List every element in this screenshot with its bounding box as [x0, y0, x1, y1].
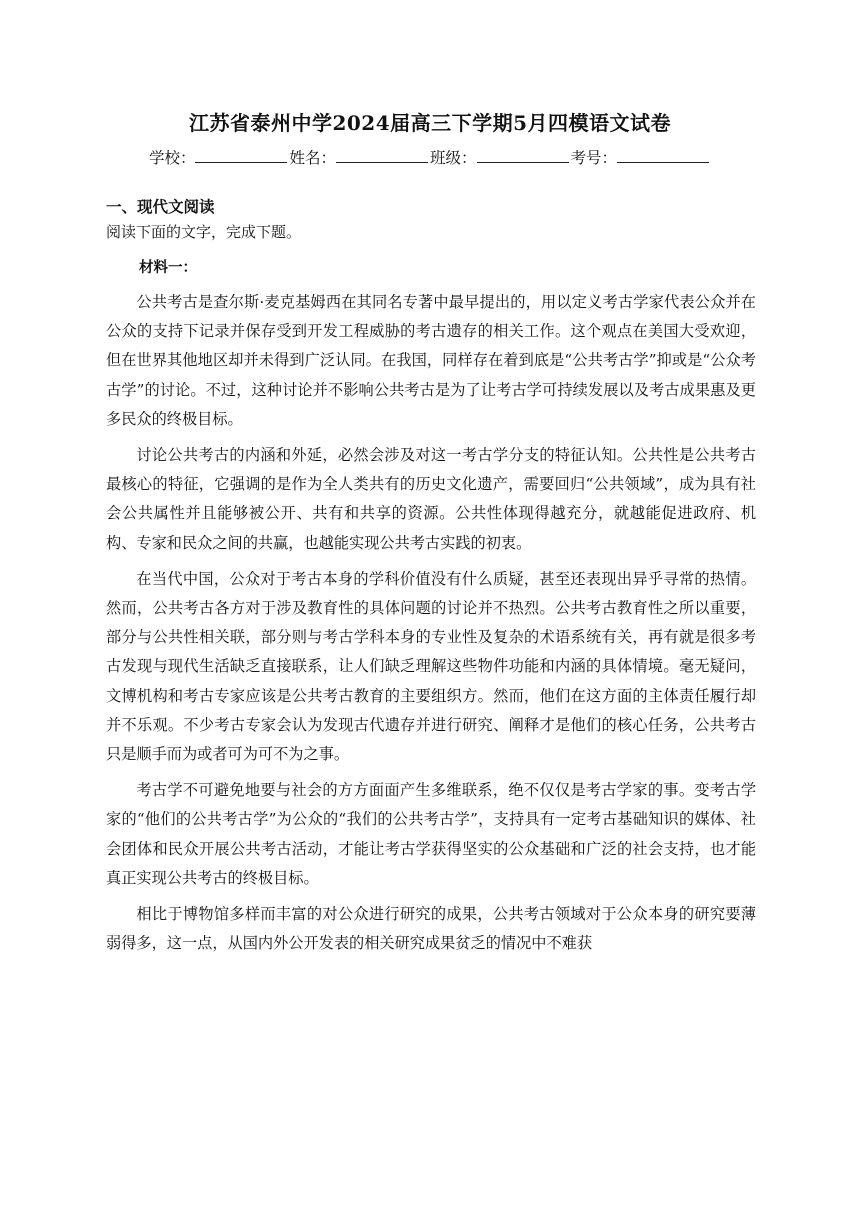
class-label: 班级：: [430, 149, 477, 167]
exam-number-label: 考号：: [570, 149, 618, 167]
exam-number-blank[interactable]: [617, 145, 709, 163]
passage-paragraph: 讨论公共考古的内涵和外延，必然会涉及对这一考古学分支的特征认知。公共性是公共考古最核心的特征，它强调的是作为全人类共有的历史文化遗产，需要回归“公共领域”，成为具有社会公共属性并且能够被公开、共有和共享的资源。公共性体现得越充分，就越能促进政府、机构、专家和民众之间的共赢，也越能实现公共考古实践的初衷。: [106, 446, 756, 552]
passage-paragraph: 公共考古是查尔斯·麦克基姆西在其同名专著中最早提出的，用以定义考古学家代表公众并在公众的支持下记录并保存受到开发工程威胁的考古遗存的相关工作。这个观点在美国大受欢迎，但在世界其他地区却并未得到广泛认同。在我国，同样存在着到底是“公共考古学”抑或是“公众考古学”的讨论。不过，这种讨论并不影响公共考古是为了让考古学可持续发展以及考古成果惠及更多民众的终极目标。: [106, 293, 756, 428]
reading-instruction: 阅读下面的文字，完成下题。: [106, 223, 302, 241]
student-info-row: [0, 145, 860, 171]
school-label: 学校：: [148, 149, 196, 167]
passage-paragraph: 相比于博物馆多样而丰富的对公众进行研究的成果，公共考古领域对于公众本身的研究要薄弱得多，这一点，从国内外公开发表的相关研究成果贫乏的情况中不难获: [106, 905, 756, 953]
passage-body: [106, 288, 756, 965]
material-label: 材料一：: [139, 260, 197, 276]
name-label: 姓名：: [289, 149, 336, 167]
school-blank[interactable]: [195, 145, 287, 163]
passage-paragraph: 在当代中国，公众对于考古本身的学科价值没有什么质疑，甚至还表现出异乎寻常的热情。然而，公共考古各方对于涉及教育性的具体问题的讨论并不热烈。公共考古教育性之所以重要，部分与公共性相关联，部分则与考古学科本身的专业性及复杂的术语系统有关，再有就是很多考古发现与现代生活缺乏直接联系，让人们缺乏理解这些物件功能和内涵的具体情境。毫无疑问，文博机构和考古专家应该是公共考古教育的主要组织方。然而，他们在这方面的主体责任履行却并不乐观。不少考古专家会认为发现古代遗存并进行研究、阐释才是他们的核心任务，公共考古只是顺手而为或者可为可不为之事。: [106, 569, 756, 764]
section-heading: 一、现代文阅读: [106, 198, 215, 216]
exam-title: 江苏省泰州中学2024届高三下学期5月四模语文试卷: [188, 111, 672, 135]
name-blank[interactable]: [336, 145, 428, 163]
passage-paragraph: 考古学不可避免地要与社会的方方面面产生多维联系，绝不仅仅是考古学家的事。变考古学家的“他们的公共考古学”为公众的“我们的公共考古学”，支持具有一定考古基础知识的媒体、社会团体和民众开展公共考古活动，才能让考古学获得坚实的公众基础和广泛的社会支持，也才能真正实现公共考古的终极目标。: [106, 781, 756, 887]
class-blank[interactable]: [477, 145, 569, 163]
